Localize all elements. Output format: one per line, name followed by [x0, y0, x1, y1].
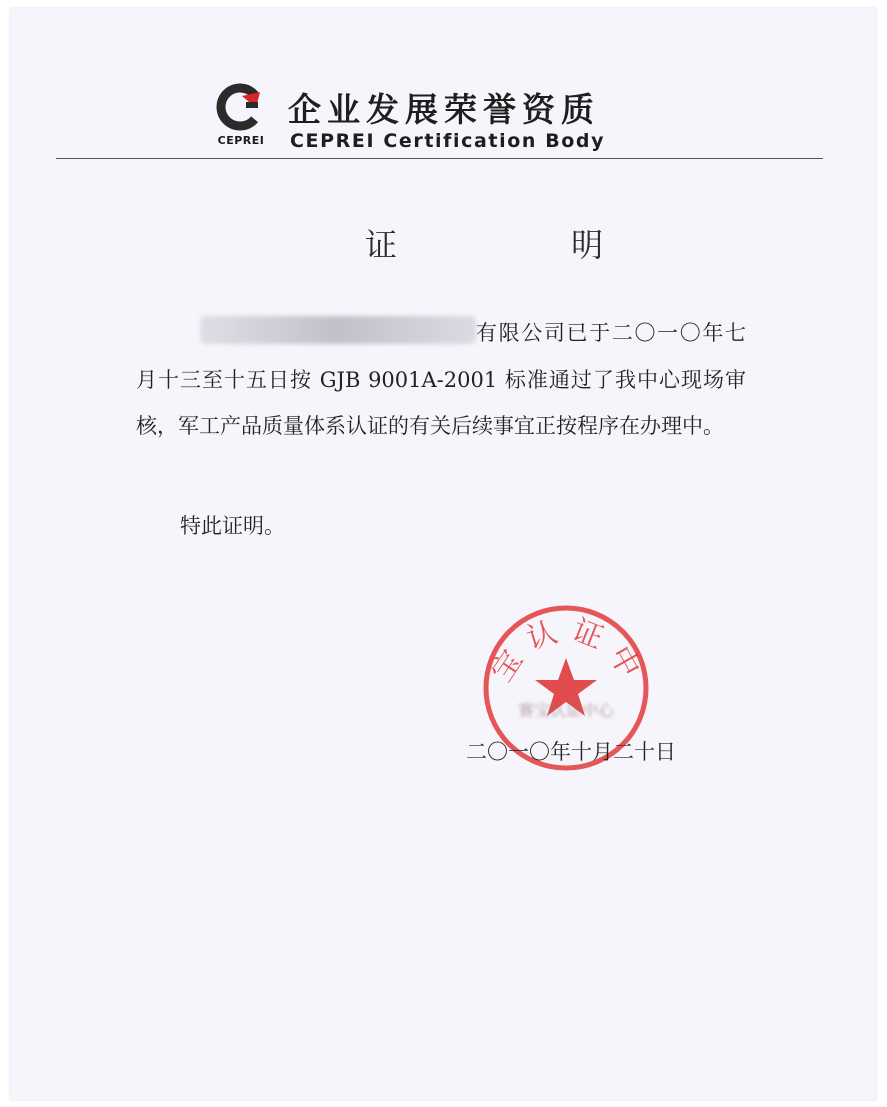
- logo-text: CEPREI: [217, 134, 265, 147]
- letterhead-title-cn: 企业发展荣誉资质: [288, 90, 600, 129]
- certificate-page: [10, 8, 876, 1100]
- header-divider: [56, 158, 823, 159]
- letterhead: [210, 78, 670, 158]
- document-body: 有限公司已于二〇一〇年七月十三至十五日按 GJB 9001A-2001 标准通过了我中心现场审核，军工产品质量体系认证的有关后续事宜正按程序在办理中。: [136, 321, 746, 438]
- ceprei-logo: [210, 82, 272, 152]
- seal-arc-text: 宝认证中: [484, 611, 652, 693]
- letterhead-title-en: CEPREI Certification Body: [290, 130, 606, 152]
- document-title: 证 明: [365, 226, 686, 264]
- ceprei-logo-mark-icon: [216, 82, 266, 132]
- seal-center-text: 赛宝认证中心: [517, 701, 615, 720]
- document-date: 二〇一〇年十月二十日: [466, 740, 676, 764]
- document-closing: 特此证明。: [180, 514, 285, 538]
